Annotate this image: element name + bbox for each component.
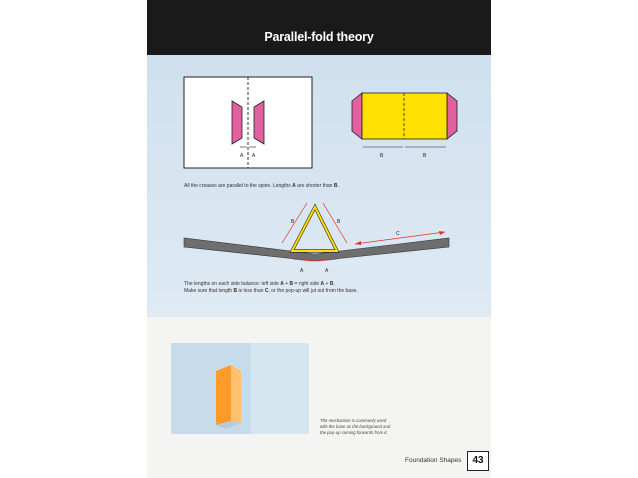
section-name: Foundation Shapes <box>405 457 462 464</box>
caption-balance-line2: Make sure that length B is less than C, or the pop-up will jut out from the base. <box>184 288 358 294</box>
popup-left-face <box>216 365 231 425</box>
label-b-left: B <box>380 153 384 159</box>
popup-outline <box>292 207 337 251</box>
flat-card-diagram <box>184 77 312 168</box>
label-a-right: A <box>252 153 256 159</box>
yellow-piece <box>362 93 447 139</box>
page-header <box>147 0 491 55</box>
label-b-left-2: B <box>291 219 295 225</box>
side-view-diagram <box>184 203 449 274</box>
page-title: Parallel-fold theory <box>264 30 374 44</box>
photo-caption: The mechanism is commonly used with the base as the background and the pop-up coming forwards from it. <box>320 418 391 435</box>
caption-balance-line1: The lengths on each side balance: left side A + B = right side A + B. <box>184 281 335 287</box>
label-b-right-2: B <box>337 219 341 225</box>
book-page <box>147 0 491 478</box>
right-pink-flap <box>254 101 264 144</box>
photo-base-panel <box>251 343 309 434</box>
caption-parallel: All the creases are parallel to the spine. Lengths A are shorter than B. <box>184 183 339 189</box>
popup-photo <box>171 343 309 434</box>
caption-balance <box>184 281 358 295</box>
unfolded-piece-diagram <box>352 93 457 159</box>
arrow-c-head-right <box>439 231 445 235</box>
right-pink-tab <box>447 93 457 139</box>
label-a-right-2: A <box>325 268 329 274</box>
popup-photo-svg <box>171 343 309 434</box>
label-a-left: A <box>240 153 244 159</box>
popup-right-face <box>231 365 241 423</box>
page-number: 43 <box>467 451 489 471</box>
diagram-panel <box>147 55 491 317</box>
left-pink-flap <box>232 101 242 144</box>
arrow-b-left <box>282 203 307 243</box>
label-c: C <box>396 231 400 237</box>
label-b-right: B <box>423 153 427 159</box>
arrow-c-head-left <box>355 241 361 245</box>
left-pink-tab <box>352 93 362 139</box>
label-a-left-2: A <box>300 268 304 274</box>
arrow-b-right <box>323 203 347 243</box>
popup-yellow <box>292 207 337 251</box>
